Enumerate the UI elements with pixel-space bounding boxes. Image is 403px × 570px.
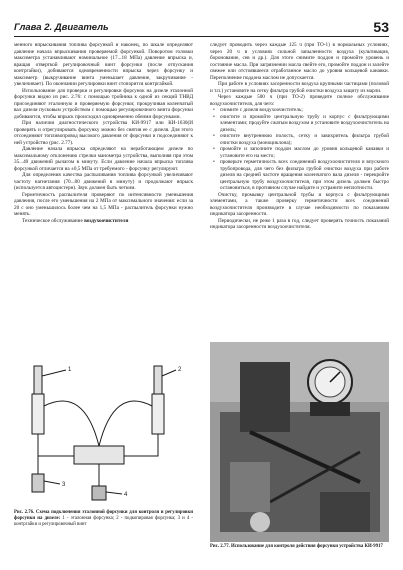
paragraph: Очистку, промывку центральной трубы и корпуса с фильтрующими элементами, а также проверку герметичности всех соединений воздухоочистителя производите в случае необходимости по показаниям индикатора засоренности. [210,191,389,217]
figure-label: 2 [178,367,182,373]
maintenance-list [210,107,389,192]
page-header [14,12,389,37]
list-item: • проверьте герметичность всех соединений воздухоочистителя и впускного трубопровода, для чего без фильтра грубой очистки воздуха при работе дизеля на средней частоте вращения коленчатого вала дизеля - перекройте центральную трубу воздухоочистителя, при этом дизель должен быстро остановиться, в противном случае найдите и устраните неплотности. [220,159,389,192]
paragraph: При наличии диагностического устройства КИ-9917 или КИ-1630(И проверять и отрегулировать форсунку можно без снятия ее с дизеля. Для этого отсоединяют топливопровод высокого давления от форсунки и подсоединяют к ней устройство (рис. 2.77). [14,120,193,146]
list-item: • промойте и заполните поддон маслом до уровня кольцевой канавки и установите его на место; [220,146,389,159]
caption-text: 1 - эталонная форсунка; 2 - подкопировая форсунка; 3 и 4 - контргайки и регулировочный винт [14,515,193,527]
injector-scheme-drawing [14,356,193,508]
figure-device-photo [210,342,389,542]
paragraph: следует проводить через каждые 125 ч (при ТО-1) в нормальных условиях, через 20 ч в условиях сильной запыленности воздуха (культивация, боронование, сев и др.). Для этого снимите поддон и промойте уровень и состояние масла. При загрязнении масла свейте его, промойте поддон и залейте свежее или отстоявшееся отработанное масло до уровня кольцевой канавки. Переполнение поддона маслом не допускается. [210,42,389,81]
paragraph: Для определения качества распыливания топлива форсункой увеличивают частоту нагнетания (70...80 движений в минуту) и продолжают впрыск (используется автоцистерн). Звук должен быть четким. [14,172,193,191]
list-item: • очистите внутреннюю полость, сетку и завихритель фильтра грубой очистки воздуха (моноциклона); [220,133,389,146]
list-item: • очистите и промойте центральную трубу и корпус с фильтрующими элементами; продуйте сжатым воздухом и установите воздухоочиститель на дизель; [220,114,389,134]
caption-bold: Рис. 2.76. Схема подключения эталонной форсунки для контроля и регулировки форсунки на дизеле: [14,510,193,521]
right-column [210,42,389,231]
subheading-text: Техническое обслуживание [22,217,85,224]
paragraph: Периодически, не реже 1 раза в год, следует проверять точность показаний индикатора засоренности воздухоочистителя. [210,217,389,230]
figure-injector-scheme [14,356,193,508]
left-column [14,42,193,224]
paragraph: Использование для проверки и регулировки форсунок на дизеле эталонной форсунки видно из рис. 2.76: с помощью тройника к одной из секций ТНВД присоединяют эталонную и проверяемую форсунки; прокручивая коленчатый вал дизеля пусковым устройством с помощью регулировочного винта форсунки добиваются, чтобы впрыск происходил одновременно обеими форсунками. [14,87,193,120]
chapter-title: Глава 2. Двигатель [14,22,109,33]
caption-bold: Рис. 2.77. Использование для контроля действия форсунки устройства КИ-9917 [210,544,383,549]
paragraph: При работе в условиях засоренности воздуха крупными частицами (половой и т.п.) установите на сетку фильтра грубой очистки воздуха защиту из марли. [210,81,389,94]
caption-fig-2-77 [210,544,389,550]
figure-label: 1 [68,367,72,373]
section-subheading [14,218,193,225]
figure-label: 3 [62,482,66,488]
figure-label: 4 [124,492,128,498]
paragraph: Герметичность распылителя проверяют по интенсивности уменьшения давления, после его уменьшения на 2 МПа от максимального значения: если за 20 с оно уменьшилось более чем на 1,5 МПа - распылитель форсунки нужно менять. [14,191,193,217]
engine-photo [210,342,389,542]
paragraph: Через каждые 500 ч (при ТО-2) проведите полное обслуживание воздухоочистителя, для чего: [210,94,389,107]
caption-fig-2-76 [14,510,193,527]
paragraph: Давление начала впрыска определяют на неработающем дизеле по максимальному отклонению стрелки манометра устройства, выполняя при этом 35...40 движений рычагом в минуту. Если давление начала впрыска топлива форсункой отличается на ±0,5 МПа от требуемого - форсунку регулируют. [14,146,193,172]
list-item: • снимите с дизеля воздухоочиститель; [220,107,389,114]
subheading-bold: воздухоочистителя [84,217,129,224]
paragraph: менного впрыскивания топлива форсункой и наконец, по шкале определяют давление начала впрыскивания проверяемой форсункой. Поворотом головки максиметра устанавливают номинальное (17...18 МПа) давление впрыска и, вращая отверткой регулировочный винт форсунки (после отпускания контргайки), добиваются одновременности впрыска через форсунку и максиметр (выкручивание винта уменьшает давление, закручивание - увеличивает). По окончании регулировки винт стопорится контргайкой. [14,42,193,87]
page-number: 53 [373,19,389,35]
